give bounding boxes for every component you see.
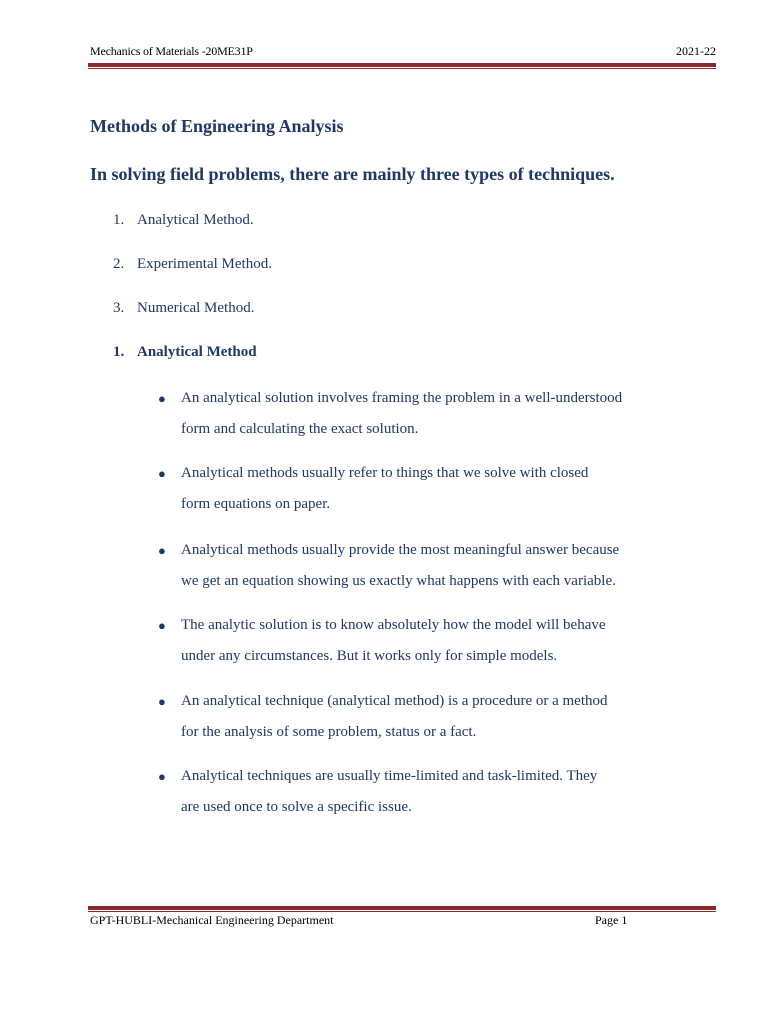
page-title: Methods of Engineering Analysis	[90, 116, 344, 136]
page-subtitle: In solving field problems, there are mainly three types of techniques.	[90, 164, 615, 184]
bullet-line: we get an equation showing us exactly what happens with each variable.	[181, 573, 616, 589]
bullet-line: Analytical methods usually refer to things that we solve with closed	[181, 465, 589, 481]
bullet-line: form equations on paper.	[181, 496, 331, 512]
bullet-icon: ●	[158, 618, 166, 633]
list-number: 2.	[113, 256, 125, 272]
bullet-line: form and calculating the exact solution.	[181, 421, 419, 437]
bullet-icon: ●	[158, 466, 166, 481]
page-header	[90, 44, 716, 60]
list-label: Experimental Method.	[137, 256, 272, 272]
section-title: Analytical Method	[137, 344, 257, 360]
bullet-line: for the analysis of some problem, status or a fact.	[181, 724, 477, 740]
bullet-line: Analytical techniques are usually time-limited and task-limited. They	[181, 768, 598, 784]
bullet-line: The analytic solution is to know absolutely how the model will behave	[181, 617, 606, 633]
header-course: Mechanics of Materials -20ME31P	[90, 44, 253, 58]
header-year: 2021-22	[676, 44, 716, 58]
list-label: Numerical Method.	[137, 300, 255, 316]
list-label: Analytical Method.	[137, 212, 254, 228]
footer-rule	[88, 906, 716, 912]
bullet-icon: ●	[158, 769, 166, 784]
footer-page-number: Page 1	[595, 913, 628, 927]
bullet-icon: ●	[158, 694, 166, 709]
bullet-line: An analytical technique (analytical method) is a procedure or a method	[181, 693, 608, 709]
bullet-line: An analytical solution involves framing the problem in a well-understood	[181, 390, 623, 406]
section-number: 1.	[113, 344, 125, 360]
bullet-line: are used once to solve a specific issue.	[181, 799, 412, 815]
bullet-icon: ●	[158, 391, 166, 406]
bullet-line: under any circumstances. But it works only for simple models.	[181, 648, 558, 664]
bullet-line: Analytical methods usually provide the most meaningful answer because	[181, 542, 620, 558]
footer-department: GPT-HUBLI-Mechanical Engineering Department	[90, 913, 334, 927]
list-number: 3.	[113, 300, 125, 316]
bullet-icon: ●	[158, 543, 166, 558]
list-number: 1.	[113, 212, 125, 228]
header-rule	[88, 63, 716, 69]
